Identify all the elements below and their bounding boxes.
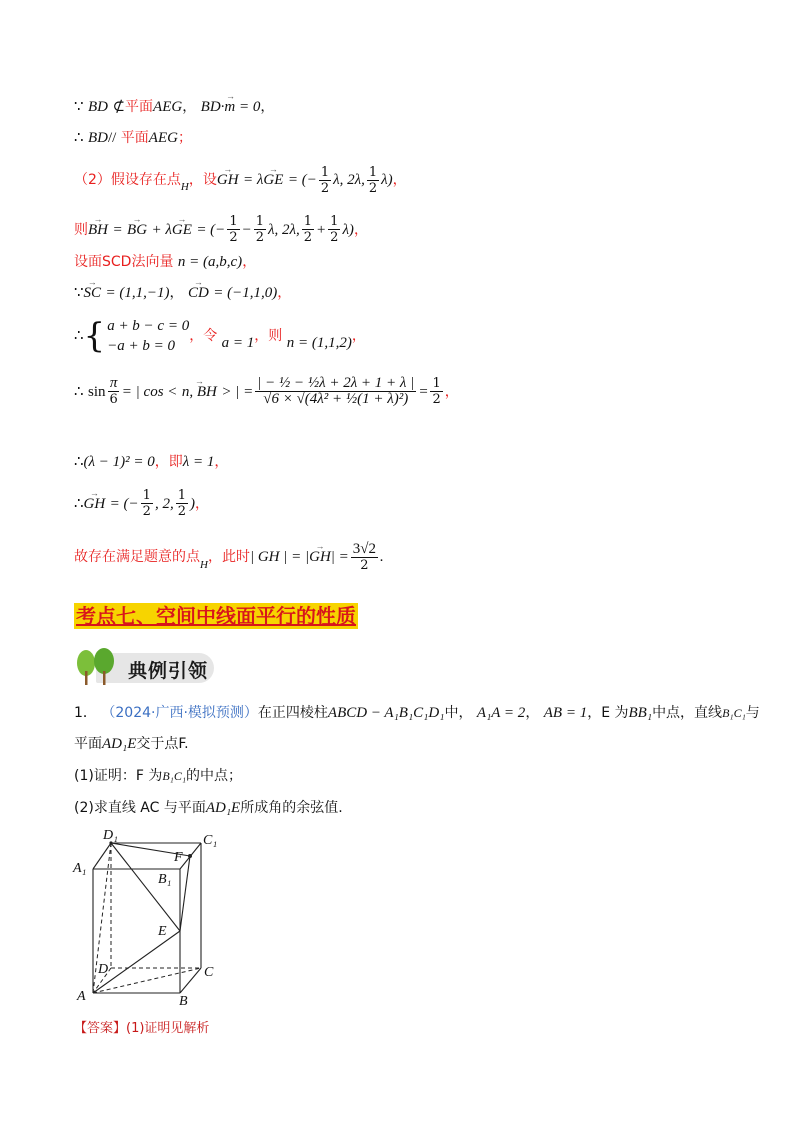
period: . xyxy=(380,549,384,565)
answer-line: 【答案】(1)证明见解析 xyxy=(74,1021,210,1036)
let-text: ，设 xyxy=(188,172,217,188)
namely-word: ，即 xyxy=(154,454,183,470)
at-this-time-text: ，此时 xyxy=(207,549,250,565)
question-text: 所成角的余弦值. xyxy=(240,800,343,816)
equation-system xyxy=(107,316,189,356)
vector-ge: → GE xyxy=(172,220,192,240)
problem-text: 在正四棱柱 xyxy=(257,705,328,721)
comma: ， xyxy=(242,254,257,270)
cosine-fraction xyxy=(255,376,416,407)
problem-line-2 xyxy=(74,734,189,754)
comma: ， xyxy=(260,99,275,115)
comma: ， xyxy=(169,285,184,301)
solution-line-2 xyxy=(74,128,192,148)
label-c1: C₁ xyxy=(203,833,218,848)
fraction-pi-over-6 xyxy=(108,376,120,407)
banner-title: 典例引领 xyxy=(128,660,209,682)
system-brace: { xyxy=(83,316,106,356)
question-text: 的中点； xyxy=(186,768,243,784)
then-word: ，则 xyxy=(254,328,283,344)
bd-dot-m-expression: → BD·m = 0 xyxy=(201,97,261,117)
six: 6 xyxy=(109,392,118,407)
part-2-label: （2）假设存在点 xyxy=(74,172,181,188)
equation-2: −a + b = 0 xyxy=(107,338,176,354)
rhs-middle: λ, 2λ, xyxy=(268,221,300,238)
normal-vector-expression: n = (a,b,c) xyxy=(177,254,243,270)
sc-value: = (1,1,−1) xyxy=(105,285,170,301)
abs-equals: | = xyxy=(330,549,349,565)
plane-word: 平面 xyxy=(125,99,154,115)
line-b1c1: B₁C₁ xyxy=(722,706,746,720)
gh-middle: , 2, xyxy=(154,495,174,512)
comma: ， xyxy=(444,383,459,400)
therefore-symbol: ∴ xyxy=(74,383,84,400)
a-equals-1: a = 1 xyxy=(221,335,255,351)
problem-line-1 xyxy=(74,703,760,723)
equals: = xyxy=(418,383,429,400)
cd-value: = (−1,1,0) xyxy=(213,285,278,301)
comma: ， xyxy=(194,495,209,512)
problem-number: 1． xyxy=(74,705,97,721)
solution-line-8 xyxy=(74,376,459,407)
example-banner xyxy=(74,647,214,687)
prism-diagram xyxy=(70,825,230,1010)
aeg-text: AEG xyxy=(148,130,178,146)
problem-source: （2024·广西·模拟预测） xyxy=(101,705,258,721)
let-word: ，令 xyxy=(189,328,218,344)
cosine-denominator: √6 × √(4λ² + ½(1 + λ)²) xyxy=(263,391,409,407)
point-h: H xyxy=(180,181,189,193)
label-c: C xyxy=(204,965,214,980)
vector-bh: → BH xyxy=(88,220,108,240)
rhs-middle: λ, 2λ, xyxy=(333,172,365,188)
problem-text: 中点，直线 xyxy=(652,705,723,721)
question-1 xyxy=(74,766,242,786)
label-d: D xyxy=(98,962,109,977)
therefore-symbol: ∴ xyxy=(74,130,84,146)
fraction-half: $\frac{1}{2}$ xyxy=(142,488,151,519)
vector-gh: → GH xyxy=(309,547,331,567)
plane-ad1e: AD₁E xyxy=(102,736,137,752)
lambda-value: λ = 1 xyxy=(182,454,215,470)
abs-gh: | GH | = | xyxy=(249,549,310,565)
therefore-symbol: ∴ xyxy=(74,454,84,470)
segment-b1c1: B₁C₁ xyxy=(162,769,187,783)
question-2 xyxy=(74,798,343,818)
rhs-open: = (− xyxy=(196,221,226,238)
fraction-result xyxy=(430,376,442,407)
question-text: (2)求直线 AC 与平面 xyxy=(74,800,206,816)
fraction-half: $\frac{1}{2}$ xyxy=(303,214,313,245)
gh-open: = (− xyxy=(109,495,139,512)
parallel-symbol: // xyxy=(108,130,117,146)
point-h: H xyxy=(200,559,208,571)
fraction-half: $\frac{1}{2}$ xyxy=(320,164,330,196)
fraction-half: $\frac{1}{2}$ xyxy=(177,488,186,519)
because-symbol: ∵ xyxy=(74,99,84,115)
vector-cd: → CD xyxy=(188,283,209,303)
equals: = xyxy=(112,221,123,238)
solution-line-7 xyxy=(74,316,366,356)
solution-line-9 xyxy=(74,452,228,472)
n-bh-vectors: → n, BH xyxy=(182,382,217,402)
normal-vector-text: 设面SCD法向量 xyxy=(74,254,174,270)
hidden-line-ac xyxy=(93,968,201,993)
problem-text: 平面 xyxy=(74,736,102,752)
solution-line-3 xyxy=(74,163,407,197)
comma: ， xyxy=(353,221,368,238)
fraction-half: $\frac{1}{2}$ xyxy=(229,214,238,245)
ab-length: AB = 1 xyxy=(543,705,588,721)
label-b: B xyxy=(179,994,188,1009)
aeg-text: AEG xyxy=(153,99,183,115)
solution-line-5 xyxy=(74,252,256,272)
gh-close: ) xyxy=(189,495,195,512)
rhs-open: = (− xyxy=(287,172,317,188)
edge-bb1: BB₁ xyxy=(628,705,653,721)
plus: + xyxy=(316,221,327,238)
vector-ge: → GE xyxy=(263,170,283,190)
equals-lambda: = λ xyxy=(243,172,264,188)
prism-name: ABCD − A₁B₁C₁D₁ xyxy=(327,705,445,721)
solution-line-4 xyxy=(74,214,368,245)
comma: ， xyxy=(351,328,366,344)
cosine-numerator: | − ½ − ½λ + 2λ + 1 + λ | xyxy=(257,375,415,391)
therefore-symbol: ∴ xyxy=(74,495,84,512)
denominator: 2 xyxy=(432,392,441,407)
comma: ， xyxy=(214,454,229,470)
plane-ad1e: AD₁E xyxy=(205,800,241,816)
numerator: 3√2 xyxy=(352,540,377,557)
pi: π xyxy=(109,375,118,391)
section-title: 考点七、空间中线面平行的性质 xyxy=(76,604,356,628)
fraction-result xyxy=(351,542,378,573)
question-text: (1)证明：F 为 xyxy=(74,768,163,784)
fraction-half: $\frac{1}{2}$ xyxy=(330,214,339,245)
vector-gh: → GH xyxy=(217,170,239,190)
rhs-close: λ) xyxy=(381,172,393,188)
solution-line-1 xyxy=(74,97,274,117)
vector-sc: → SC xyxy=(84,283,102,303)
label-e: E xyxy=(158,924,167,939)
rhs-close: λ) xyxy=(342,221,354,238)
because-symbol: ∵ xyxy=(74,285,84,301)
not-subset-symbol: ⊄ xyxy=(112,99,126,115)
solution-line-6 xyxy=(74,283,291,303)
plus-lambda: + λ xyxy=(151,221,172,238)
therefore-symbol: ∴ xyxy=(74,328,84,344)
solution-line-10 xyxy=(74,488,209,519)
semicolon: ； xyxy=(177,130,192,146)
problem-text: ，E 为 xyxy=(587,705,629,721)
sin-function: sin xyxy=(88,383,106,400)
tree-icon xyxy=(74,647,120,687)
fraction-half: $\frac{1}{2}$ xyxy=(255,214,264,245)
squared-equation: (λ − 1)² = 0 xyxy=(83,454,155,470)
fraction-half: $\frac{1}{2}$ xyxy=(368,164,378,196)
minus: − xyxy=(241,221,252,238)
normal-vector-value: n = (1,1,2) xyxy=(286,335,352,351)
vector-gh: → GH xyxy=(84,494,106,514)
problem-text: 与 xyxy=(745,705,760,721)
cos-open: = | cos < xyxy=(121,383,178,400)
problem-text: ， xyxy=(525,705,540,721)
equation-1: a + b − c = 0 xyxy=(107,318,190,334)
bd-text: BD xyxy=(88,130,108,146)
point-f xyxy=(188,854,192,858)
vector-bg: → BG xyxy=(127,220,147,240)
conclusion-text: 故存在满足题意的点 xyxy=(74,549,200,565)
problem-text: 交于点F. xyxy=(136,736,189,752)
label-a: A xyxy=(77,989,86,1004)
comma: ， xyxy=(392,172,407,188)
label-a1: A₁ xyxy=(73,861,87,876)
problem-text: 中， xyxy=(444,705,473,721)
label-b1: B₁ xyxy=(158,872,172,887)
cos-close: > | = xyxy=(221,383,254,400)
then-word: 则 xyxy=(74,221,88,238)
comma: ， xyxy=(182,99,197,115)
line-d1e xyxy=(111,843,180,931)
solution-line-11 xyxy=(74,539,384,575)
comma: ， xyxy=(277,285,292,301)
label-d1: D₁ xyxy=(103,828,118,843)
label-f: F xyxy=(174,850,183,865)
plane-word: 平面 xyxy=(120,130,149,146)
bd-text: BD xyxy=(88,99,108,115)
denominator: 2 xyxy=(360,557,369,573)
aa1-length: A₁A = 2 xyxy=(476,705,526,721)
numerator: 1 xyxy=(432,376,441,391)
